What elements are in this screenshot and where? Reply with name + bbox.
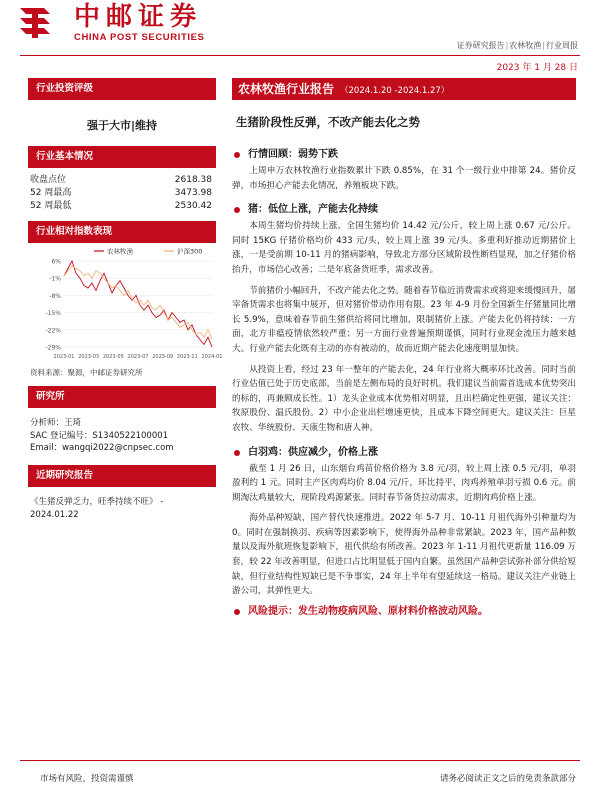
basics-title: 行业基本情况 [28,146,216,168]
breadcrumb-item: 农林牧渔 [509,41,542,50]
stat-row [30,174,212,187]
research-title: 研究所 [28,386,216,408]
analyst-sac: SAC 登记编号：S1340522100001 [30,430,169,441]
rating-value: 强于大市|维持 [86,119,158,132]
stat-label: 52 周最低 [30,201,72,211]
y-tick-label: -1% [49,275,61,283]
basics-table [28,168,216,221]
recent-title: 近期研究报告 [28,465,216,487]
analyst-info [28,408,216,465]
x-tick-label: 2023-07 [127,354,149,360]
brand-name-cn: 中邮证券 [74,2,203,32]
x-tick-label: 2023-05 [102,354,124,360]
section-title: 猪：低位上涨，产能去化持续 [232,203,576,217]
report-date-range: （2024.1.20 -2024.1.27） [340,86,450,96]
legend-label: 沪深300 [177,247,203,256]
x-tick-label: 2023-11 [176,354,198,360]
footer-divider [20,760,580,761]
paragraph: 从投资上看，经过 23 年一整年的产能去化，24 年行业将大概率环比改善。同时当前行业估值已处于历史底部，当前是左侧布局的良好时机。我们建议当前需首选成本优势突出的标的，再兼顾成长性。1）龙头企业成本优势相对明显，且出栏确定性更强，建议关注：牧原股份、温氏股份。2）中小企业出栏增速更快，且成本下降空间更大。建议关注：巨星农牧、华统股份、天康生物和唐人神。 [232,364,576,433]
breadcrumb-item: 行业周报 [546,41,578,50]
legend-label: 农林牧渔 [107,247,133,256]
logo-icon [16,4,54,40]
index-chart-svg [28,243,223,363]
series-line [64,266,212,340]
page-header [0,0,600,73]
stat-row [30,200,212,213]
stat-label: 52 周最高 [30,188,72,198]
header-divider [20,55,580,56]
x-tick-label: 2024-01 [201,354,223,360]
y-tick-label: -29% [45,344,61,352]
x-tick-label: 2023-03 [78,354,100,360]
analyst-email[interactable]: Email：wangqi2022@cnpsec.com [30,443,174,453]
stat-row [30,187,212,200]
brand-name-en: CHINA POST SECURITIES [74,32,205,43]
section-title: 白羽鸡：供应减少，价格上涨 [232,446,576,460]
breadcrumb: 证券研究报告|农林牧渔|行业周报 [456,41,578,50]
report-header [232,78,576,100]
recent-report[interactable]: 《生猪反弹乏力，旺季持续不旺》 - 2024.01.22 [30,496,164,520]
y-tick-label: 6% [51,258,61,266]
index-chart [28,243,223,363]
y-tick-label: -15% [45,310,61,318]
y-tick-label: -22% [45,327,61,335]
report-title: 农林牧渔行业报告 [238,82,335,96]
stat-value: 3473.98 [174,188,212,198]
footer-left: 市场有风险，投资需谨慎 [40,774,134,784]
paragraph: 上周申万农林牧渔行业指数累计下跌 0.85%，在 31 个一级行业中排第 24。猪价反弹，市场担心产能去化情况，养殖板块下跌。 [232,166,576,191]
chart-title: 行业相对指数表现 [28,221,216,243]
stat-value: 2618.38 [174,175,212,185]
section-title: 行情回顾：弱势下跌 [232,148,576,162]
stat-value: 2530.42 [174,201,212,211]
page-footer [0,760,600,800]
chart-source: 资料来源：聚源，中邮证券研究所 [30,368,143,377]
x-tick-label: 2023-09 [152,354,174,360]
stat-label: 收盘点位 [30,175,67,185]
y-tick-label: -8% [49,292,61,300]
breadcrumb-item: 证券研究报告 [456,41,505,50]
paragraph: 海外品种短缺，国产替代快速推进。2022 年 5-7 月、10-11 月祖代海外引种量均为 0。同时在强制换羽、疾病等因素影响下，使得海外品种非常紧缺。2023 年，国产品种数量以及海外航班恢复影响下，祖代供给有所改善。2023 年 1-11 月祖代更新量 116.09 万套，较 22 年改善明显，但进口占比明显低于国内自繁。虽然国产品种尝试弥补部分供给短缺，但行业结构性短缺已是不争事实，24 年上半年有望延续这一格局。建议关注产业链上游公司，其弹性更大。 [232,513,576,597]
main-content [232,78,576,619]
report-subtitle: 生猪阶段性反弹，不改产能去化之势 [236,115,420,129]
risk-warning: 风险提示：发生动物疫病风险、原材料价格波动风险。 [232,605,576,619]
report-date: 2023 年 1 月 28 日 [496,63,578,73]
analyst-name: 分析师：王琦 [30,418,82,428]
paragraph: 截至 1 月 26 日，山东烟台鸡苗价格价格为 3.8 元/羽，较上周上涨 0.5 元/羽，单羽盈利约 1 元。同时主产区肉鸡均价 8.04 元/斤，环比持平，肉鸡养殖单羽亏损 0.6 元。前期淘汰鸡量较大，现阶段鸡源紧张。同时春节备货拉动需求，近期肉鸡价格上涨。 [232,463,576,503]
rating-title: 行业投资评级 [28,78,216,100]
footer-right: 请务必阅读正文之后的免责条款部分 [439,774,576,784]
paragraph: 节前猪价小幅回升，不改产能去化之势。随着春节临近消费需求或将迎来缓慢回升，屠宰备货需求也将集中展开，但对猪价带动作用有限。23 年 4-9 月份全国新生仔猪量同比增长 5.9%，意味着春节前生猪供给将同比增加，限制猪价上涨。产能去化仍将持续：一方面，北方非瘟疫情依然较严重；另一方面行业普遍预期谨慎，同时行业现金流压力越来越大。行业产能去化既有主动的亦有被动的，故而近期产能去化速度明显加快。 [232,285,576,354]
sidebar [28,78,223,522]
x-tick-label: 2023-01 [53,354,75,360]
paragraph: 本周生猪均价持续上涨，全国生猪均价 14.42 元/公斤，较上周上涨 0.67 元/公斤。同时 15KG 仔猪价格均价 433 元/头，较上周上涨 39 元/头。多重利好推动近期猪价上涨，一是受前期 10-11 月的猪病影响，导致北方部分区域阶段性断档显现，加之仔猪价格抬升，市场信心改善；二是年底备货旺季，需求改善。 [232,221,576,275]
